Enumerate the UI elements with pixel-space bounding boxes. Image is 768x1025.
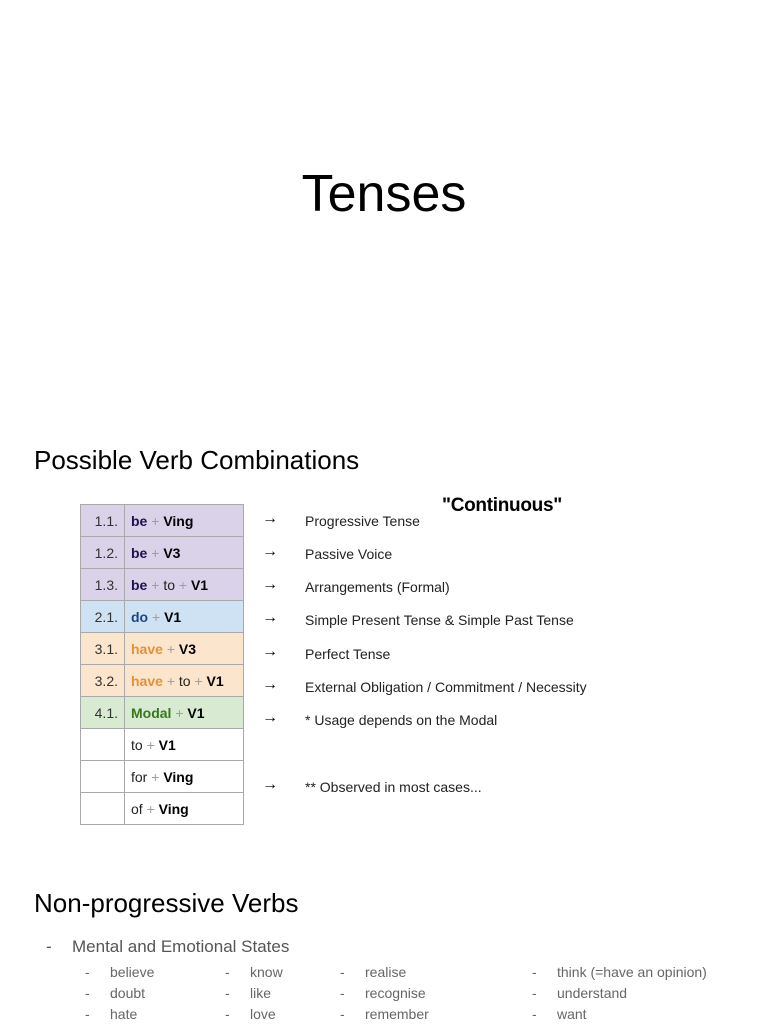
formula-verb-form: V1: [187, 704, 205, 721]
formula-verb-form: Ving: [163, 512, 194, 529]
section-heading-verb-combinations: Possible Verb Combinations: [34, 445, 360, 475]
table-row: [81, 761, 244, 793]
row-number: [81, 729, 125, 761]
combination-meaning: Arrangements (Formal): [305, 579, 450, 595]
list-item: - believe: [85, 964, 155, 980]
plus-sign: +: [166, 640, 175, 657]
verb-list-column: [85, 962, 154, 1025]
bullet-mental-emotional-states: [46, 937, 289, 957]
plus-sign: +: [178, 576, 188, 593]
plus-sign: +: [151, 576, 160, 593]
table-row: [81, 537, 244, 569]
verb-combinations-table: [80, 504, 244, 825]
formula-keyword: be: [131, 576, 148, 593]
formula-keyword: for: [131, 768, 148, 785]
combination-meaning: ** Observed in most cases...: [305, 779, 482, 795]
row-number: [81, 761, 125, 793]
right-arrow-icon: →: [262, 510, 278, 527]
combination-meaning: Passive Voice: [305, 546, 393, 562]
plus-sign: +: [151, 768, 160, 785]
bullet-label: Mental and Emotional States: [72, 937, 290, 956]
plus-sign: +: [146, 736, 155, 753]
formula-particle: to: [178, 672, 191, 689]
verb-formula: [125, 537, 244, 569]
row-number: 2.1.: [81, 601, 125, 633]
table-row: [81, 665, 244, 697]
row-number: [81, 793, 125, 825]
plus-sign: +: [175, 704, 184, 721]
formula-keyword: do: [131, 608, 149, 625]
formula-verb-form: V3: [178, 640, 197, 657]
formula-verb-form: V3: [163, 544, 181, 561]
formula-keyword: be: [131, 544, 148, 561]
plus-sign: +: [151, 512, 160, 529]
plus-sign: +: [166, 672, 175, 689]
table-row: [81, 601, 244, 633]
table-row: [81, 505, 244, 537]
row-number: 1.3.: [81, 569, 125, 601]
verb-formula: [125, 729, 244, 761]
right-arrow-icon: →: [262, 709, 278, 726]
combination-meaning: Simple Present Tense & Simple Past Tense: [305, 612, 574, 628]
list-item: - doubt: [85, 985, 146, 1001]
verb-formula: [125, 697, 244, 729]
plus-sign: +: [194, 672, 203, 689]
row-number: 1.2.: [81, 537, 125, 569]
formula-verb-form: V1: [158, 736, 176, 753]
formula-verb-form: Ving: [158, 800, 189, 817]
right-arrow-icon: →: [262, 576, 278, 593]
combination-meaning: Perfect Tense: [305, 646, 391, 662]
row-number: 4.1.: [81, 697, 125, 729]
verb-list-column: [340, 962, 429, 1025]
verb-formula: [125, 761, 244, 793]
formula-keyword: of: [131, 800, 143, 817]
continuous-callout: "Continuous": [442, 495, 562, 516]
list-item: - understand: [532, 985, 628, 1001]
right-arrow-icon: →: [262, 643, 278, 660]
list-item: - love: [225, 1006, 276, 1022]
formula-verb-form: Ving: [163, 768, 194, 785]
list-item: - realise: [340, 964, 407, 980]
list-item: - know: [225, 964, 283, 980]
formula-verb-form: V1: [190, 576, 209, 593]
formula-verb-form: V1: [206, 672, 224, 689]
verb-formula: [125, 633, 244, 665]
verb-formula: [125, 601, 244, 633]
verb-formula: [125, 505, 244, 537]
combination-meaning: External Obligation / Commitment / Necessity: [305, 679, 587, 695]
plus-sign: +: [146, 800, 155, 817]
row-number: 1.1.: [81, 505, 125, 537]
verb-formula: [125, 793, 244, 825]
table-row: [81, 633, 244, 665]
combination-meaning: Progressive Tense: [305, 513, 420, 529]
plus-sign: +: [152, 608, 161, 625]
page-title: Tenses: [301, 165, 467, 223]
list-item: - remember: [340, 1006, 429, 1022]
list-item: - want: [532, 1006, 587, 1022]
verb-list-column: [225, 962, 283, 1025]
combination-meaning: * Usage depends on the Modal: [305, 712, 498, 728]
formula-keyword: Modal: [131, 704, 172, 721]
list-item: - think (=have an opinion): [532, 964, 707, 980]
formula-keyword: to: [131, 736, 143, 753]
table-row: [81, 569, 244, 601]
right-arrow-icon: →: [262, 609, 278, 626]
formula-keyword: have: [131, 640, 163, 657]
right-arrow-icon: →: [262, 543, 278, 560]
plus-sign: +: [151, 544, 160, 561]
section-heading-non-progressive: Non-progressive Verbs: [34, 888, 299, 918]
formula-verb-form: V1: [164, 608, 182, 625]
row-number: 3.1.: [81, 633, 125, 665]
table-row: [81, 729, 244, 761]
verb-formula: [125, 569, 244, 601]
table-row: [81, 793, 244, 825]
table-row: [81, 697, 244, 729]
list-item: - hate: [85, 1006, 138, 1022]
formula-keyword: have: [131, 672, 163, 689]
row-number: 3.2.: [81, 665, 125, 697]
right-arrow-icon: →: [262, 776, 278, 793]
list-item: - like: [225, 985, 272, 1001]
bullet-dash: -: [46, 937, 52, 956]
formula-keyword: be: [131, 512, 148, 529]
list-item: - recognise: [340, 985, 426, 1001]
verb-list-column: [532, 962, 707, 1025]
formula-particle: to: [163, 576, 175, 593]
verb-formula: [125, 665, 244, 697]
right-arrow-icon: →: [262, 676, 278, 693]
